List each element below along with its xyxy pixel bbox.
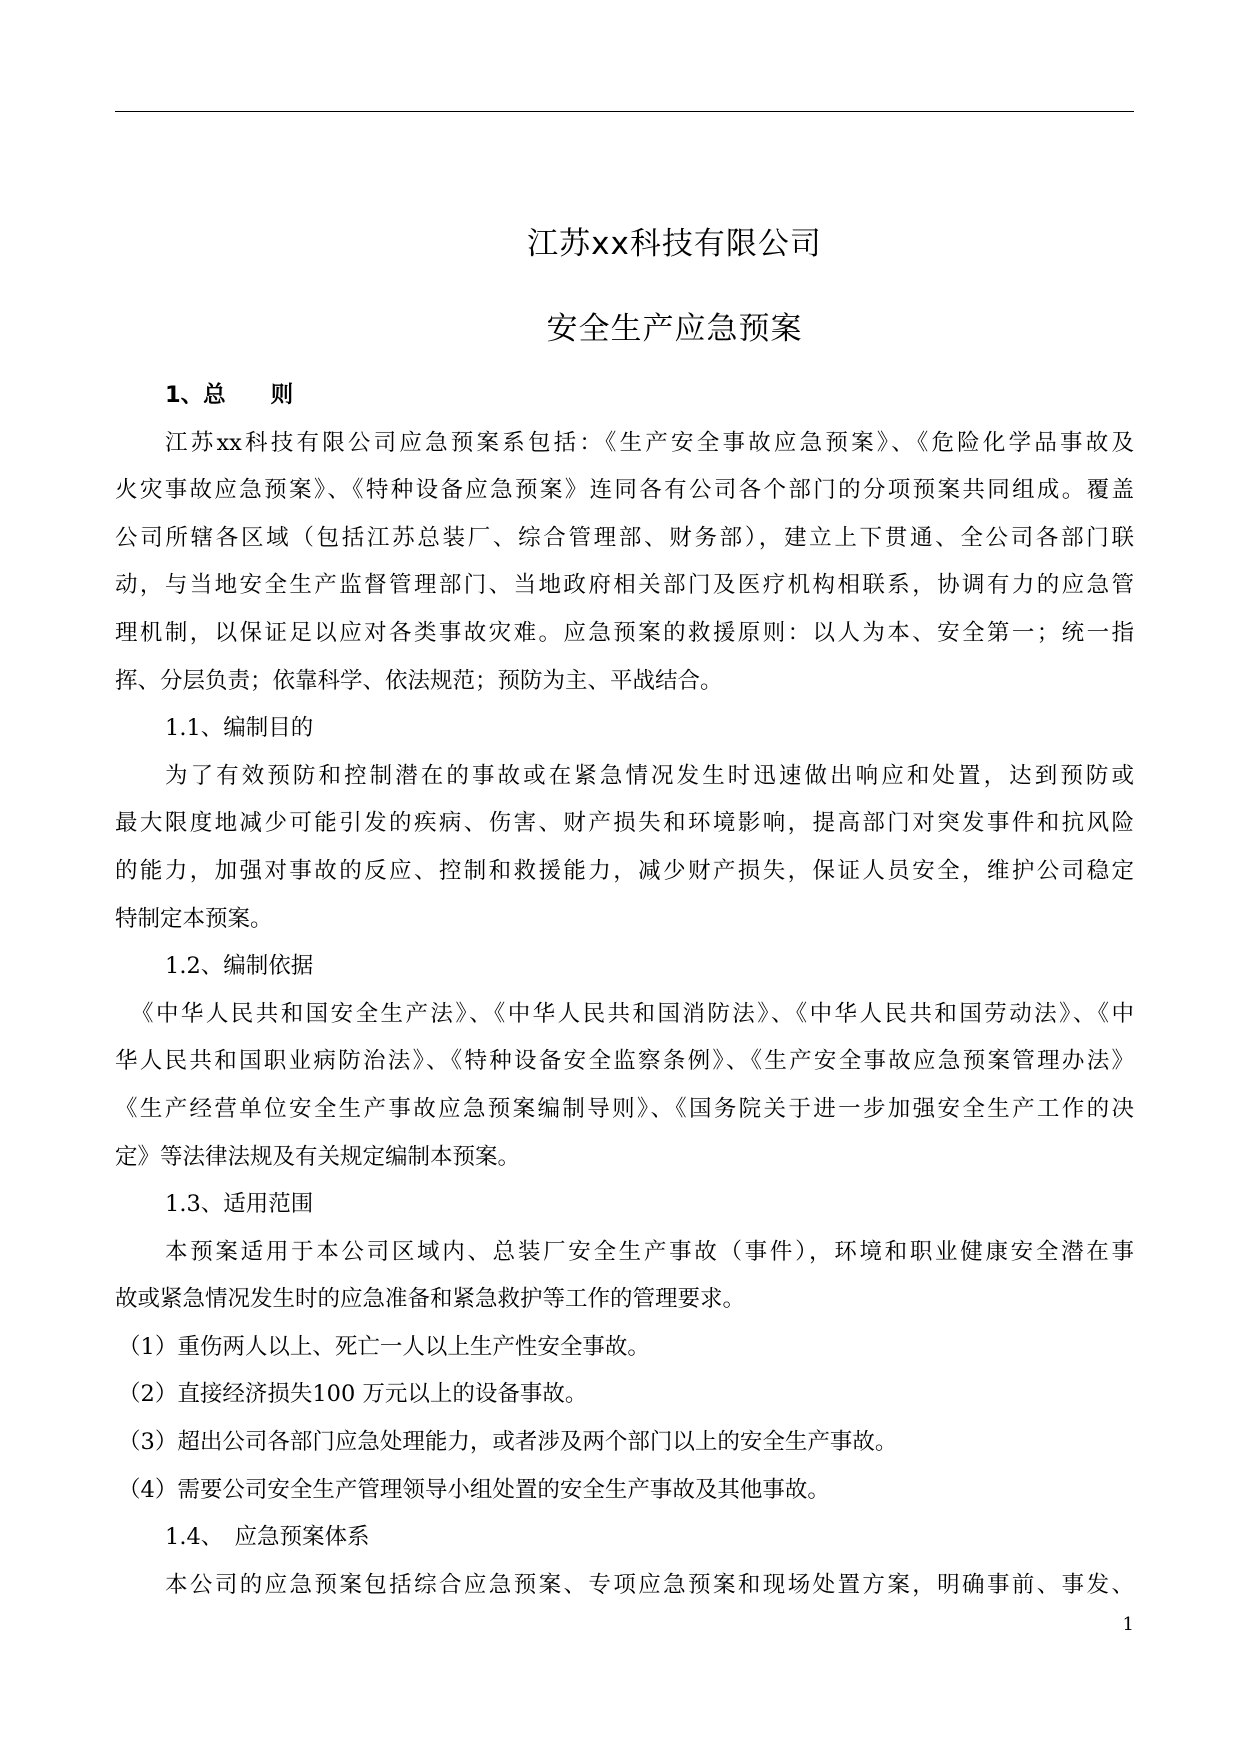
list-item: （3）超出公司各部门应急处理能力，或者涉及两个部门以上的安全生产事故。: [118, 1429, 898, 1456]
subsection-heading: 1.1、编制目的: [165, 715, 314, 742]
paragraph-line: 故或紧急情况发生时的应急准备和紧急救护等工作的管理要求。: [115, 1286, 746, 1313]
page-number: 1: [1122, 1614, 1134, 1635]
paragraph-line: 本公司的应急预案包括综合应急预案、专项应急预案和现场处置方案，明确事前、事发、: [165, 1571, 1134, 1598]
paragraph-line: 公司所辖各区域（包括江苏总装厂、综合管理部、财务部），建立上下贯通、全公司各部门联: [115, 524, 1134, 551]
paragraph-line: 《生产经营单位安全生产事故应急预案编制导则》、《国务院关于进一步加强安全生产工作的决: [115, 1095, 1134, 1122]
subsection-heading: 1.4、 应急预案体系: [165, 1524, 370, 1551]
paragraph-line: 江苏xx科技有限公司应急预案系包括：《生产安全事故应急预案》、《危险化学品事故及: [165, 429, 1134, 456]
company-title: 江苏xx科技有限公司: [527, 226, 822, 262]
paragraph-line: 《中华人民共和国安全生产法》、《中华人民共和国消防法》、《中华人民共和国劳动法》、《中: [131, 1000, 1134, 1027]
paragraph-line: 的能力，加强对事故的反应、控制和救援能力，减少财产损失，保证人员安全，维护公司稳定: [115, 857, 1134, 884]
section-heading: 1、总 则: [165, 382, 294, 408]
paragraph-line: 特制定本预案。: [115, 905, 273, 932]
paragraph-line: 最大限度地减少可能引发的疾病、伤害、财产损失和环境影响，提高部门对突发事件和抗风险: [115, 810, 1134, 837]
paragraph-line: 理机制，以保证足以应对各类事故灾难。应急预案的救援原则：以人为本、安全第一；统一指: [115, 619, 1134, 646]
document-body: [115, 372, 1134, 1609]
paragraph-line: 本预案适用于本公司区域内、总装厂安全生产事故（事件），环境和职业健康安全潜在事: [165, 1238, 1134, 1265]
header-rule: [115, 111, 1134, 112]
subsection-heading: 1.3、适用范围: [165, 1191, 314, 1218]
paragraph-line: 挥、分层负责；依靠科学、依法规范；预防为主、平战结合。: [115, 667, 723, 694]
paragraph-line: 动，与当地安全生产监督管理部门、当地政府相关部门及医疗机构相联系，协调有力的应急管: [115, 572, 1134, 599]
list-item: （1）重伤两人以上、死亡一人以上生产性安全事故。: [118, 1333, 650, 1360]
paragraph-line: 定》等法律法规及有关规定编制本预案。: [115, 1143, 521, 1170]
subsection-heading: 1.2、编制依据: [165, 953, 314, 980]
paragraph-line: 为了有效预防和控制潜在的事故或在紧急情况发生时迅速做出响应和处置，达到预防或: [165, 762, 1134, 789]
list-item: （4）需要公司安全生产管理领导小组处置的安全生产事故及其他事故。: [118, 1476, 830, 1503]
list-item: （2）直接经济损失100 万元以上的设备事故。: [118, 1381, 588, 1408]
plan-title: 安全生产应急预案: [546, 311, 803, 347]
paragraph-line: 火灾事故应急预案》、《特种设备应急预案》连同各有公司各个部门的分项预案共同组成。覆盖: [115, 477, 1134, 504]
paragraph-line: 华人民共和国职业病防治法》、《特种设备安全监察条例》、《生产安全事故应急预案管理办法》: [115, 1048, 1134, 1075]
